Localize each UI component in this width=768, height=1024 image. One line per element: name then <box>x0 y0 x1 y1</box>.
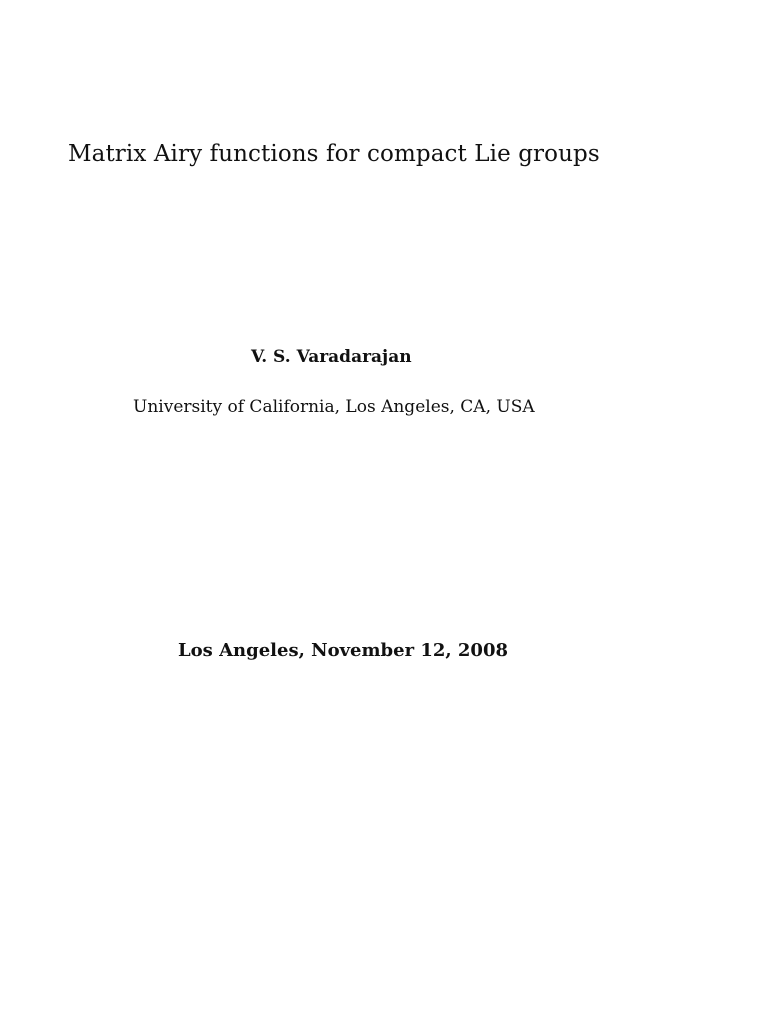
author-affiliation: University of California, Los Angeles, CA, USA <box>133 397 535 417</box>
document-title: Matrix Airy functions for compact Lie groups <box>68 141 600 167</box>
place-and-date: Los Angeles, November 12, 2008 <box>178 640 508 661</box>
author-name: V. S. Varadarajan <box>251 347 412 367</box>
